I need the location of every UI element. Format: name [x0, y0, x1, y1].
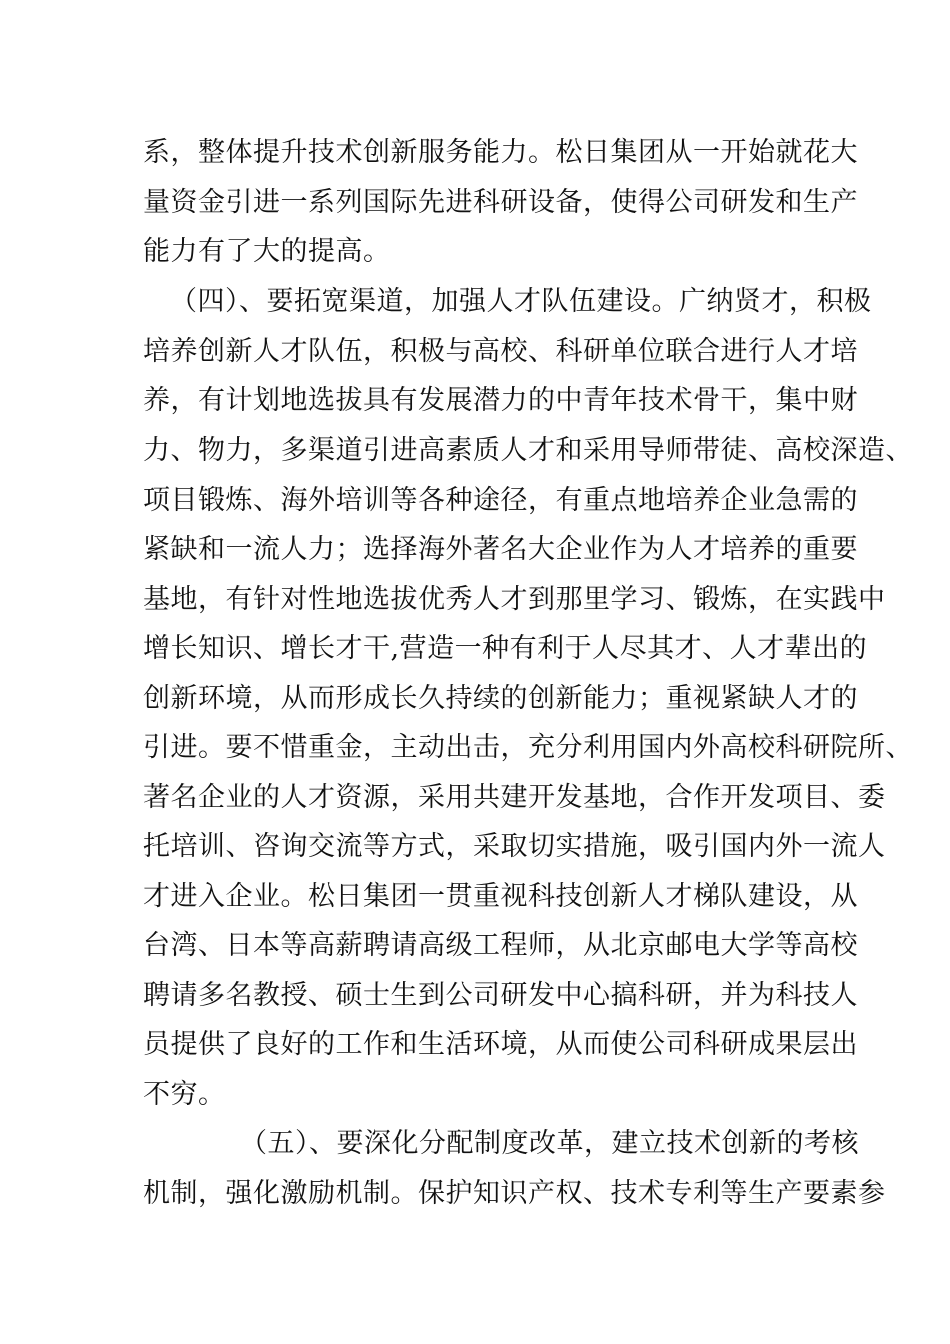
text-line: 员提供了良好的工作和生活环境，从而使公司科研成果层出: [143, 1029, 858, 1060]
text-line: 机制，强化激励机制。保护知识产权、技术专利等生产要素参: [143, 1178, 886, 1209]
text-line: 基地，有针对性地选拔优秀人才到那里学习、锻炼，在实践中: [143, 584, 886, 615]
text-line: 才进入企业。松日集团一贯重视科技创新人才梯队建设，从: [143, 881, 858, 912]
text-line: 托培训、咨询交流等方式，采取切实措施，吸引国内外一流人: [143, 831, 886, 862]
text-line: 紧缺和一流人力；选择海外著名大企业作为人才培养的重要: [143, 534, 858, 565]
text-line: 聘请多名教授、硕士生到公司研发中心搞科研，并为科技人: [143, 980, 858, 1011]
text-line: 创新环境，从而形成长久持续的创新能力；重视紧缺人才的: [143, 683, 858, 714]
paragraph-heading-four: （四）、要拓宽渠道，加强人才队伍建设。广纳贤才，积极: [170, 286, 872, 317]
text-line: 力、物力，多渠道引进高素质人才和采用导师带徒、高校深造、: [143, 435, 913, 466]
text-line: 著名企业的人才资源，采用共建开发基地，合作开发项目、委: [143, 782, 886, 813]
text-line: 引进。要不惜重金，主动出击，充分利用国内外高校科研院所、: [143, 732, 913, 763]
text-line: 不穷。: [143, 1079, 226, 1110]
text-line: 培养创新人才队伍，积极与高校、科研单位联合进行人才培: [143, 336, 858, 367]
text-line: 项目锻炼、海外培训等各种途径，有重点地培养企业急需的: [143, 485, 858, 516]
text-line: 台湾、日本等高薪聘请高级工程师，从北京邮电大学等高校: [143, 930, 858, 961]
text-line: 能力有了大的提高。: [143, 236, 391, 267]
text-line: 系，整体提升技术创新服务能力。松日集团从一开始就花大: [143, 137, 858, 168]
text-line: 增长知识、增长才干,营造一种有利于人尽其才、人才辈出的: [143, 633, 868, 664]
text-line: 养，有计划地选拔具有发展潜力的中青年技术骨干，集中财: [143, 385, 858, 416]
paragraph-heading-five: （五）、要深化分配制度改革，建立技术创新的考核: [240, 1128, 859, 1159]
text-line: 量资金引进一系列国际先进科研设备，使得公司研发和生产: [143, 187, 858, 218]
